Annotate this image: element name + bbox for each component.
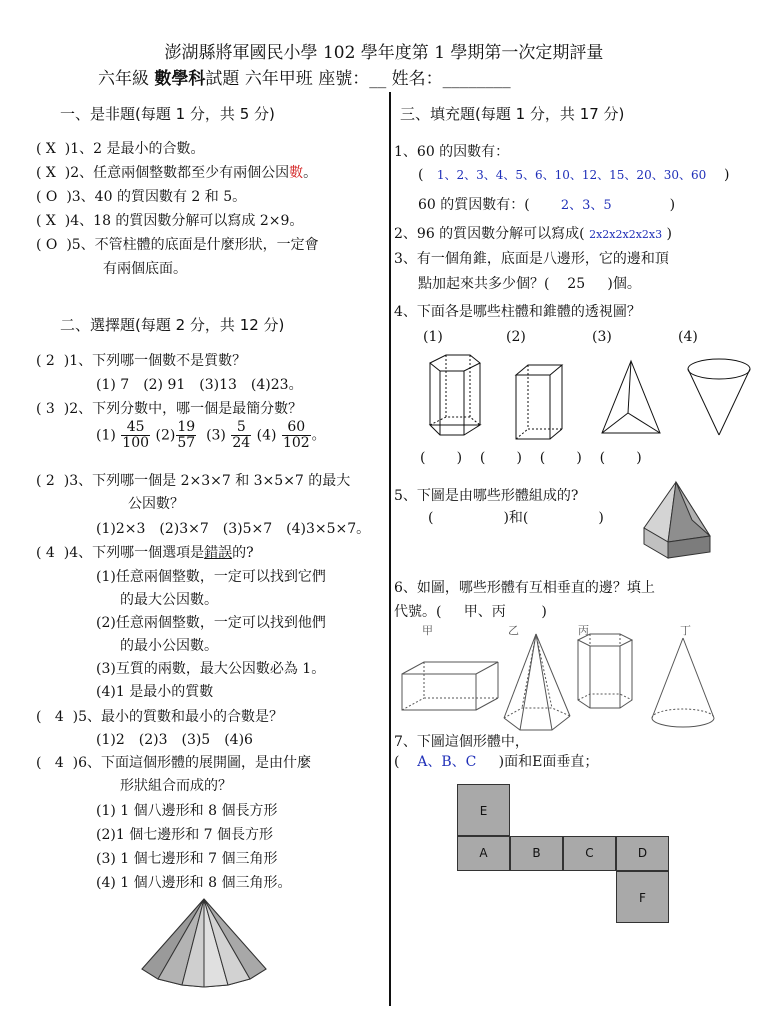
tf-item-4: ( X )4、18 的質因數分解可以寫成 2×9。 [36,213,304,229]
tf-text-1: )1、2 是最小的合數。 [64,141,205,157]
mc-q5-answer: 4 [54,709,64,725]
fill-q7-line2: ( A、B、C )面和E面垂直； [394,754,599,770]
fraction-45-100: $\frac{45}{100}$ [122,419,150,451]
mc-q3-cont: 公因數？ [128,496,184,512]
mc-q4-opt2-cont: 的最小公因數。 [120,638,218,654]
mc-q3-options: (1)2×3 (2)3×7 (3)5×7 (4)3×5×7。 [96,521,371,537]
mc-q4-answer: 4 [45,545,55,561]
mc-q2-end: 。 [311,427,326,444]
mc-q2-options [96,420,326,451]
grade-label: 六年級 [98,69,149,89]
fill-q1b-answer: 2、3、5 [560,198,612,213]
fill-q4-label-2: (2) [506,329,526,345]
mc-q5: ( 4 )5、最小的質數和最小的合數是？ [36,709,284,725]
octagonal-pyramid-figure [138,895,270,987]
fill-q4-label-3: (3) [592,329,612,345]
tf-text-2: )2、任意兩個整數都至少有兩個公因 [64,165,290,181]
tf-item-5: ( O )5、不管柱體的底面是什麼形狀，一定會 [36,237,319,253]
fill-section-title: 三、填充題(每題 1 分，共 17 分) [400,105,625,123]
tf-answer-5: O [45,237,58,253]
mc-q4-opt4: (4)1 是最小的質數 [96,684,214,700]
mc-q4-opt1: (1)任意兩個整數，一定可以找到它們 [96,569,326,585]
tf-answer-2: X [45,165,56,181]
mc-section-title: 二、選擇題(每題 2 分，共 12 分) [60,316,285,334]
mc-q6-opt2: (2)1 個七邊形和 7 個長方形 [96,827,273,843]
fill-q4-label-1: (1) [423,329,443,345]
column-divider [389,92,391,1006]
cone-figure-2 [648,634,718,734]
net-face-d: D [616,836,669,871]
fill-q1a-answer: 1、2、3、4、5、6、10、12、15、20、30、60 [436,168,707,182]
mc-q4: ( 4 )4、下列哪一個選項是錯誤的? [36,545,254,561]
fill-q3-answer: 25 [567,276,586,292]
mc-q6-text: )6、下面這個形體的展開圖，是由什麼 [72,755,312,771]
mc-q1-text: )1、下列哪一個數不是質數？ [63,353,247,369]
mc-q1: ( 2 )1、下列哪一個數不是質數？ [36,353,247,369]
mc-q2-opt1-label: (1) [96,427,116,444]
tf-text-5-cont: 有兩個底面。 [103,261,187,277]
fill-q3b [418,273,641,293]
mc-q3: ( 2 )3、下列哪一個是 2×3×7 和 3×5×7 的最大 [36,473,351,489]
mc-q2: ( 3 )2、下列分數中，哪一個是最簡分數？ [36,401,303,417]
mc-q2-opt4-label: (4) [256,427,277,444]
fill-q1b-text: 60 的質因數有：( [418,197,530,213]
square-prism-figure [512,361,566,443]
mc-q5-options: (1)2 (2)3 (3)5 (4)6 [96,732,253,748]
mc-q4-underline: 錯誤 [204,545,233,561]
cone-figure [684,355,754,439]
tf-text-3: )3、40 的質因數有 2 和 5。 [66,189,247,205]
class-label: 六年甲班 [244,69,313,89]
tf-answer-3: O [45,189,58,205]
tf-text-4: )4、18 的質因數分解可以寫成 2×9。 [64,213,304,229]
mc-q4-text: )4、下列哪一個選項是 [63,545,205,561]
fill-q7-answer: A、B、C [417,754,477,770]
mc-q6-opt4: (4) 1 個八邊形和 8 個三角形。 [96,875,292,891]
fill-q1a: 1、60 的因數有： [394,144,510,160]
fill-q1a-answer-line: ( 1、2、3、4、5、6、10、12、15、20、30、60 ) [418,167,730,183]
tf-item-2: ( X )2、任意兩個整數都至少有兩個公因數。 [36,165,318,181]
fill-q6b: 代號。( 甲、丙 ) [394,604,547,620]
mc-q4-opt1-cont: 的最大公因數。 [120,592,218,608]
mc-q1-answer: 2 [45,353,55,369]
net-face-e: E [457,784,510,836]
mc-q4-opt3: (3)互質的兩數，最大公因數必為 1。 [96,661,326,677]
fill-q3a: 3、有一個角錐，底面是八邊形，它的邊和頂 [394,251,669,267]
fill-q4-blanks: ( ) ( ) ( ) ( ) [420,450,642,466]
fill-q2: 2、96 的質因數分解可以寫成( 2x2x2x2x2x3 ) [394,226,673,242]
pyramid-on-prism-figure [640,478,724,568]
exam-label: 試題 [205,69,240,89]
tf-answer-1: X [45,141,56,157]
mc-q3-text: )3、下列哪一個是 2×3×7 和 3×5×7 的最大 [63,473,351,489]
fill-q7: 7、下圖這個形體中， [394,734,529,750]
net-face-f: F [616,871,669,923]
fraction-60-102: $\frac{60}{102}$ [282,419,310,451]
fill-q5: 5、下圖是由哪些形體組成的? [394,488,579,504]
mc-q2-opt2-label: (2) [155,427,176,444]
fraction-19-57: $\frac{19}{57}$ [177,419,196,451]
fill-q4: 4、下面各是哪些柱體和錐體的透視圖？ [394,304,641,320]
fraction-5-24: $\frac{5}{24}$ [232,419,251,451]
mc-q6-opt3: (3) 1 個七邊形和 7 個三角形 [96,851,278,867]
mc-q4-text-end: 的? [232,545,254,561]
tf-item-1: ( X )1、2 是最小的合數。 [36,141,205,157]
mc-q5-text: )5、最小的質數和最小的合數是？ [72,709,284,725]
q6-label-ding: 丁 [680,624,691,637]
net-face-b: B [510,836,563,871]
q6-label-bing: 丙 [578,624,589,637]
tf-section-title: 一、是非題(每題 1 分，共 5 分) [60,105,275,123]
mc-q2-opt3-label: (3) [206,427,226,444]
fill-q3b-text: 點加起來共多少個？( [418,276,550,292]
tf-item-3: ( O )3、40 的質因數有 2 和 5。 [36,189,247,205]
mc-q1-options: (1) 7 (2) 91 (3)13 (4)23。 [96,377,303,393]
mc-q4-opt2: (2)任意兩個整數，一定可以找到他們 [96,615,326,631]
name-label: 姓名：________ [391,69,511,89]
tf-text-5: )5、不管柱體的底面是什麼形狀，一定會 [66,237,319,253]
q6-label-yi: 乙 [508,624,519,637]
fill-q5-blank: ( )和( ) [428,510,604,526]
subject-label: 數學科 [154,69,206,89]
hexagonal-prism-figure-2 [574,630,638,714]
rectangular-prism-figure [398,656,502,716]
mc-q6: ( 4 )6、下面這個形體的展開圖，是由什麼 [36,755,312,771]
fill-q6a: 6、如圖，哪些形體有互相垂直的邊？填上 [394,580,655,596]
exam-title: 澎湖縣將軍國民小學 102 學年度第 1 學期第一次定期評量 [164,43,604,63]
q6-label-jia: 甲 [422,624,433,637]
triangular-pyramid-figure [598,357,664,439]
fill-q2-answer: 2x2x2x2x2x3 [589,228,663,241]
exam-subtitle [98,64,511,89]
fill-q1b: 60 的質因數有：( 2、3、5 ) [418,197,676,213]
seat-label: 座號：__ [318,69,387,89]
fill-q4-label-4: (4) [678,329,698,345]
tf-text-2-end: 。 [303,165,318,181]
mc-q6-opt1: (1) 1 個八邊形和 8 個長方形 [96,803,278,819]
mc-q6-cont: 形狀組合而成的？ [120,778,232,794]
tf-answer-4: X [45,213,56,229]
fill-q6b-text: 代號。( [394,604,442,620]
fill-q6-answer: 甲、丙 [463,604,506,620]
mc-q2-answer: 3 [45,401,55,417]
fill-q2-text: 2、96 的質因數分解可以寫成( [394,226,585,242]
hexagonal-prism-figure [424,351,484,441]
mc-q3-answer: 2 [45,473,55,489]
net-face-c: C [563,836,616,871]
net-face-a: A [457,836,510,871]
mc-q2-text: )2、下列分數中，哪一個是最簡分數？ [63,401,303,417]
hexagonal-pyramid-figure [500,630,574,738]
fill-q7-end: )面和E面垂直； [498,754,599,770]
fill-q3-end: )個。 [607,276,641,292]
mc-q6-answer: 4 [54,755,64,771]
tf-text-2-red: 數 [289,165,304,181]
